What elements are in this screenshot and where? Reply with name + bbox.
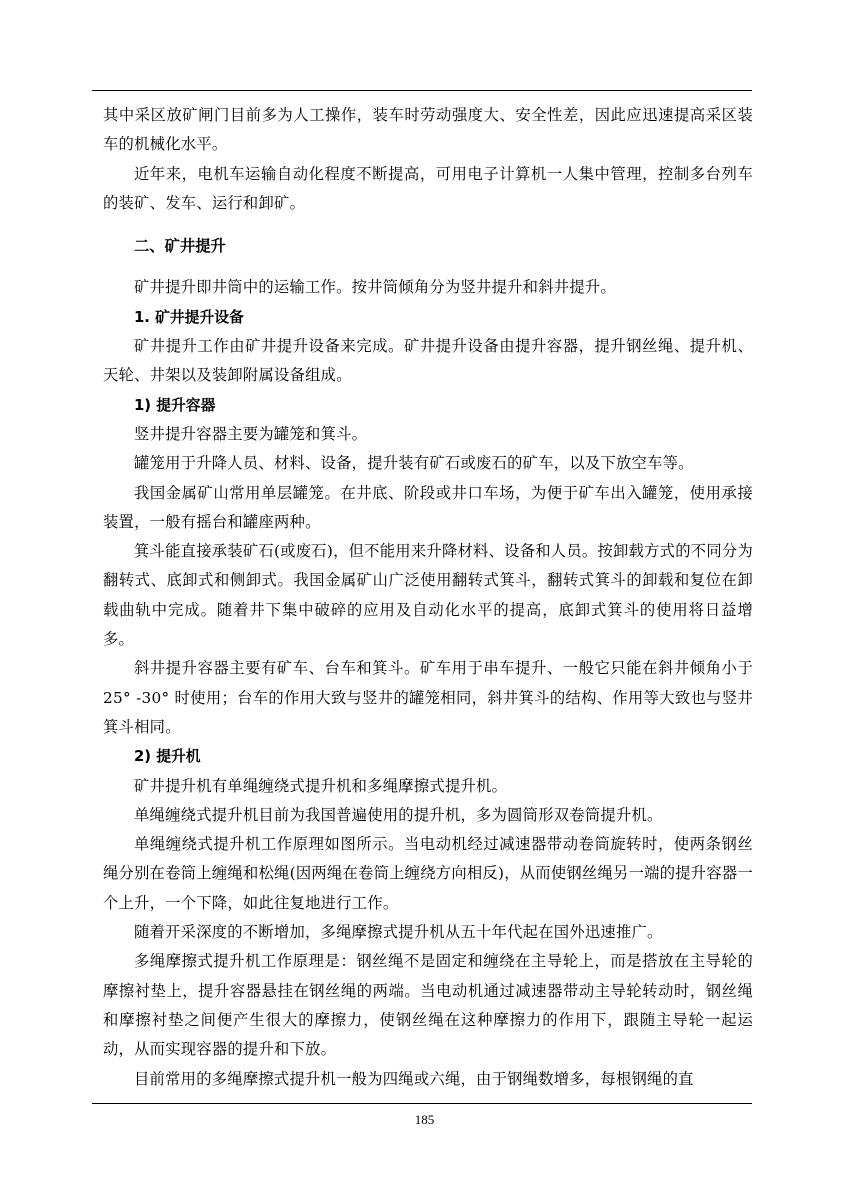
subsection-heading: 2) 提升机 xyxy=(134,748,201,766)
paragraph: 我国金属矿山常用单层罐笼。在井底、阶段或井口车场，为便于矿车出入罐笼，使用承接装置，一般有摇台和罐座两种。 xyxy=(103,483,753,531)
subsection-heading: 1. 矿井提升设备 xyxy=(134,308,244,326)
paragraph: 矿井提升即井筒中的运输工作。按井筒倾角分为竖井提升和斜井提升。 xyxy=(134,278,616,297)
paragraph: 竖井提升容器主要为罐笼和箕斗。 xyxy=(134,424,368,443)
paragraph: 多绳摩擦式提升机工作原理是：钢丝绳不是固定和缠绕在主导轮上，而是搭放在主导轮的摩擦衬垫上，提升容器悬挂在钢丝绳的两端。当电动机通过减速器带动主导轮转动时，钢丝绳和摩擦衬垫之间便产生很大的摩擦力，使钢丝绳在这种摩擦力的作用下，跟随主导轮一起运动，从而实现容器的提升和下放。 xyxy=(103,952,753,1059)
paragraph: 近年来，电机车运输自动化程度不断提高，可用电子计算机一人集中管理，控制多台列车的装矿、发车、运行和卸矿。 xyxy=(103,164,753,212)
paragraph: 随着开采深度的不断增加，多绳摩擦式提升机从五十年代起在国外迅速推广。 xyxy=(134,923,663,942)
page-body xyxy=(103,101,753,1094)
section-heading: 二、矿井提升 xyxy=(134,237,226,256)
paragraph: 其中采区放矿闸门目前多为人工操作，装车时劳动强度大、安全性差，因此应迅速提高采区装车的机械化水平。 xyxy=(103,106,753,154)
footer-rule xyxy=(92,1103,752,1104)
subsection-heading: 1) 提升容器 xyxy=(134,396,216,414)
page-number: 185 xyxy=(414,1112,435,1127)
paragraph: 矿井提升机有单绳缠绕式提升机和多绳摩擦式提升机。 xyxy=(134,776,508,795)
paragraph: 箕斗能直接承装矿石(或废石)，但不能用来升降材料、设备和人员。按卸载方式的不同分为翻转式、底卸式和侧卸式。我国金属矿山广泛使用翻转式箕斗，翻转式箕斗的卸载和复位在卸载曲轨中完成。随着井下集中破碎的应用及自动化水平的提高，底卸式箕斗的使用将日益增多。 xyxy=(103,542,753,649)
paragraph: 斜井提升容器主要有矿车、台车和箕斗。矿车用于串车提升、一般它只能在斜井倾角小于 25° -30° 时使用；台车的作用大致与竖井的罐笼相同，斜井箕斗的结构、作用等大致也与竖井箕斗相同。 xyxy=(103,659,753,736)
paragraph: 单绳缠绕式提升机工作原理如图所示。当电动机经过减速器带动卷筒旋转时，使两条钢丝绳分别在卷筒上缠绳和松绳(因两绳在卷筒上缠绕方向相反)，从而使钢丝绳另一端的提升容器一个上升，一个下降，如此往复地进行工作。 xyxy=(103,835,753,912)
paragraph: 矿井提升工作由矿井提升设备来完成。矿井提升设备由提升容器，提升钢丝绳、提升机、天轮、井架以及装卸附属设备组成。 xyxy=(103,337,753,385)
paragraph: 罐笼用于升降人员、材料、设备，提升装有矿石或废石的矿车，以及下放空车等。 xyxy=(134,454,694,473)
paragraph: 单绳缠绕式提升机目前为我国普遍使用的提升机，多为圆筒形双卷筒提升机。 xyxy=(134,805,663,824)
header-rule xyxy=(92,90,752,91)
paragraph: 目前常用的多绳摩擦式提升机一般为四绳或六绳，由于钢绳数增多，每根钢绳的直 xyxy=(134,1069,694,1088)
